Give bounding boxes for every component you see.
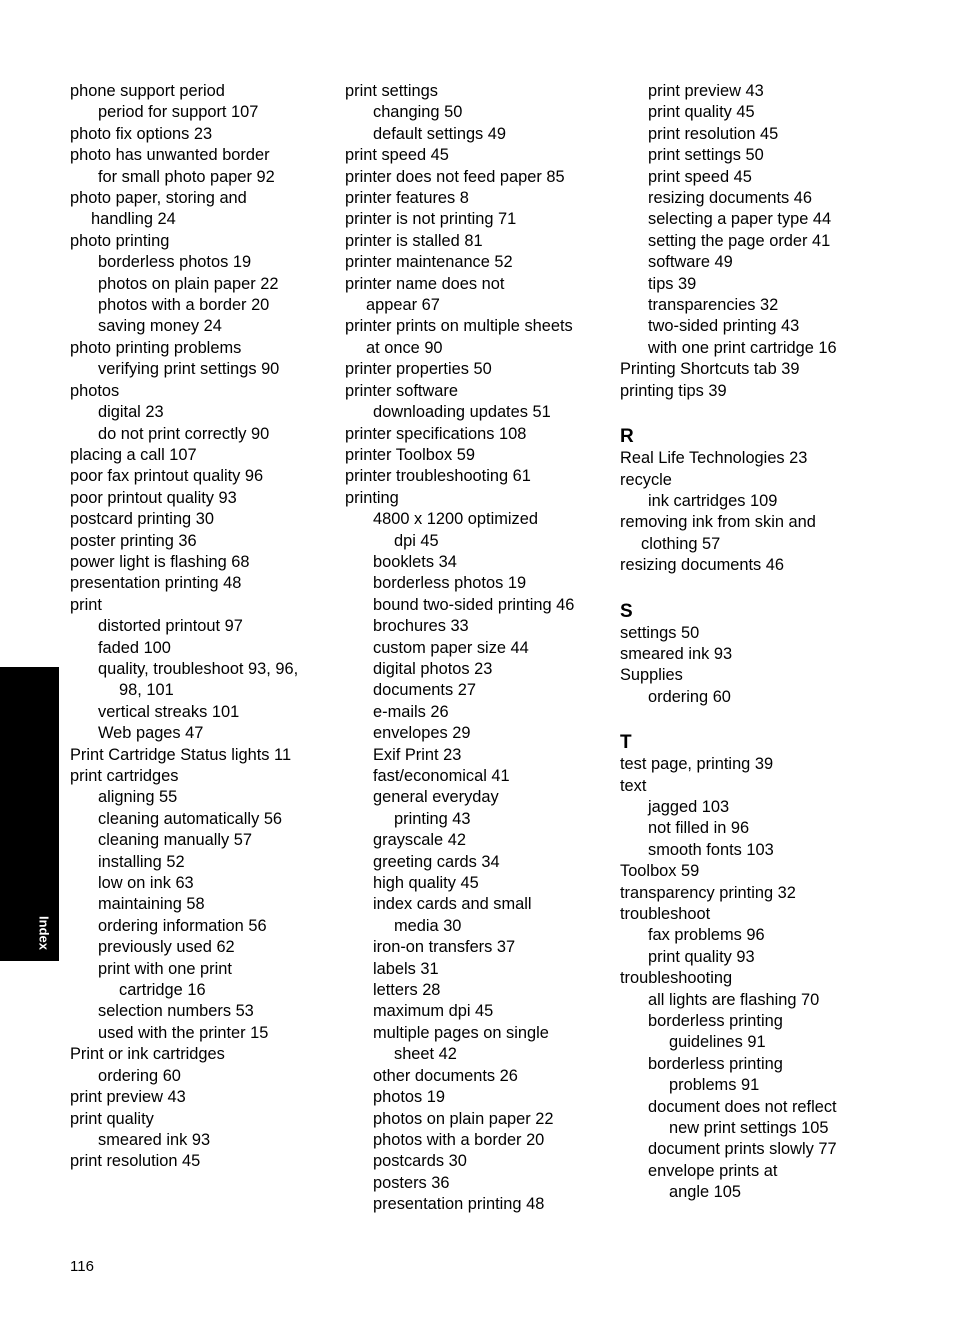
index-subentry: low on ink 63 — [98, 874, 194, 893]
index-subentry: presentation printing 48 — [373, 1195, 545, 1214]
index-entry-continuation: dpi 45 — [394, 531, 439, 550]
index-subentry: borderless printing — [648, 1054, 783, 1073]
index-subentry: vertical streaks 101 — [98, 702, 240, 721]
index-entry: printer maintenance 52 — [345, 253, 513, 272]
index-subentry: 4800 x 1200 optimized — [373, 510, 538, 529]
index-entry: print — [70, 595, 102, 614]
index-subentry: iron-on transfers 37 — [373, 938, 516, 957]
index-entry: printer features 8 — [345, 189, 469, 208]
index-subentry: faded 100 — [98, 638, 171, 657]
index-entry: Printing Shortcuts tab 39 — [620, 360, 800, 379]
index-subentry: quality, troubleshoot 93, 96, — [98, 659, 299, 678]
index-subentry: digital 23 — [98, 403, 164, 422]
index-subentry: cleaning automatically 56 — [98, 809, 283, 828]
index-entry: photo paper, storing and — [70, 189, 247, 208]
index-subentry: print quality 45 — [648, 103, 755, 122]
index-entry-continuation: media 30 — [394, 916, 462, 935]
index-subentry: postcards 30 — [373, 1152, 467, 1171]
index-subentry: posters 36 — [373, 1173, 450, 1192]
index-subentry: previously used 62 — [98, 938, 235, 957]
index-subentry: selecting a paper type 44 — [648, 210, 832, 229]
index-subentry: aligning 55 — [98, 788, 178, 807]
index-subentry: selection numbers 53 — [98, 1002, 254, 1021]
index-entry: printer is not printing 71 — [345, 210, 517, 229]
index-subentry: print preview 43 — [648, 82, 764, 100]
index-entry: photo has unwanted border — [70, 146, 270, 165]
index-subentry: brochures 33 — [373, 617, 469, 636]
index-subentry: borderless printing — [648, 1012, 783, 1031]
index-subentry: resizing documents 46 — [648, 189, 812, 208]
index-subentry: general everyday — [373, 788, 499, 807]
index-subentry: documents 27 — [373, 681, 476, 700]
index-subentry: distorted printout 97 — [98, 617, 243, 636]
index-subentry: high quality 45 — [373, 874, 479, 893]
index-subentry: do not print correctly 90 — [98, 424, 270, 443]
index-subentry: software 49 — [648, 253, 733, 272]
index-subentry: print speed 45 — [648, 167, 752, 186]
index-subentry: Exif Print 23 — [373, 745, 462, 764]
index-entry: printer prints on multiple sheets — [345, 317, 573, 336]
index-entry: Print or ink cartridges — [70, 1045, 225, 1064]
index-subentry: labels 31 — [373, 959, 439, 978]
index-subentry: installing 52 — [98, 852, 185, 871]
index-subentry: multiple pages on single — [373, 1023, 549, 1042]
index-subentry: grayscale 42 — [373, 831, 466, 850]
index-subentry: print quality 93 — [648, 947, 755, 966]
index-entry-continuation: angle 105 — [669, 1183, 742, 1202]
index-entry: presentation printing 48 — [70, 574, 242, 593]
index-entry-continuation: guidelines 91 — [669, 1033, 766, 1052]
index-entry: printer properties 50 — [345, 360, 492, 379]
index-subentry: greeting cards 34 — [373, 852, 500, 871]
index-entry-continuation: handling 24 — [91, 210, 176, 229]
index-entry: power light is flashing 68 — [70, 552, 250, 571]
index-entry-continuation: at once 90 — [366, 338, 443, 357]
index-entry: print preview 43 — [70, 1088, 186, 1107]
index-entry: phone support period — [70, 82, 225, 100]
index-subentry: all lights are flashing 70 — [648, 990, 820, 1009]
section-letter: S — [620, 600, 633, 622]
index-subentry: index cards and small — [373, 895, 532, 914]
index-subentry: jagged 103 — [648, 797, 730, 816]
index-entry: Real Life Technologies 23 — [620, 449, 808, 468]
index-subentry: period for support 107 — [98, 103, 259, 122]
index-entry: print speed 45 — [345, 146, 449, 165]
index-subentry: maintaining 58 — [98, 895, 205, 914]
index-subentry: photos with a border 20 — [373, 1130, 545, 1149]
index-subentry: photos 19 — [373, 1088, 445, 1107]
index-subentry: borderless photos 19 — [373, 574, 527, 593]
index-subentry: default settings 49 — [373, 124, 507, 143]
index-subentry: for small photo paper 92 — [98, 167, 275, 186]
index-subentry: custom paper size 44 — [373, 638, 529, 657]
index-entry: recycle — [620, 470, 672, 489]
index-subentry: cleaning manually 57 — [98, 831, 252, 850]
index-entry: settings 50 — [620, 623, 700, 642]
index-subentry: saving money 24 — [98, 317, 222, 336]
index-entry: Supplies — [620, 666, 683, 685]
page-number: 116 — [70, 1258, 94, 1275]
index-subentry: transparencies 32 — [648, 296, 779, 315]
index-entry-continuation: printing 43 — [394, 809, 471, 828]
section-letter: R — [620, 426, 634, 448]
index-entry: postcard printing 30 — [70, 510, 214, 529]
index-entry: poor printout quality 93 — [70, 488, 237, 507]
index-entry: printer name does not — [345, 274, 505, 293]
index-entry-continuation: sheet 42 — [394, 1045, 457, 1064]
index-entry-continuation: cartridge 16 — [119, 981, 206, 1000]
index-entry: poor fax printout quality 96 — [70, 467, 264, 486]
index-subentry: letters 28 — [373, 981, 441, 1000]
index-entry: Print Cartridge Status lights 11 — [70, 745, 292, 764]
index-entry: printing tips 39 — [620, 381, 727, 400]
index-entry: printer does not feed paper 85 — [345, 167, 565, 186]
index-subentry: envelope prints at — [648, 1161, 778, 1180]
index-subentry: changing 50 — [373, 103, 463, 122]
index-subentry: digital photos 23 — [373, 659, 493, 678]
index-subentry: smooth fonts 103 — [648, 840, 774, 859]
index-subentry: maximum dpi 45 — [373, 1002, 494, 1021]
section-letter: T — [620, 732, 632, 754]
index-subentry: not filled in 96 — [648, 819, 750, 838]
index-column-2 — [345, 81, 607, 1216]
index-subentry: photos with a border 20 — [98, 296, 270, 315]
index-entry: poster printing 36 — [70, 531, 197, 550]
index-entry: troubleshoot — [620, 905, 711, 923]
index-subentry: ordering information 56 — [98, 916, 267, 935]
index-subentry: print settings 50 — [648, 146, 764, 165]
index-subentry: fast/economical 41 — [373, 767, 510, 785]
index-entry: printer software — [345, 381, 458, 400]
index-subentry: downloading updates 51 — [373, 403, 551, 422]
index-subentry: e-mails 26 — [373, 702, 449, 721]
index-entry: printer specifications 108 — [345, 424, 527, 443]
index-subentry: setting the page order 41 — [648, 231, 831, 250]
index-subentry: document does not reflect — [648, 1097, 837, 1116]
index-subentry: bound two-sided printing 46 — [373, 595, 575, 614]
index-entry: placing a call 107 — [70, 445, 197, 464]
index-entry-continuation: clothing 57 — [641, 534, 721, 553]
index-entry-continuation: 98, 101 — [119, 681, 174, 700]
index-entry: test page, printing 39 — [620, 755, 774, 774]
index-subentry: Web pages 47 — [98, 724, 204, 743]
index-entry: troubleshooting — [620, 969, 733, 988]
index-subentry: ordering 60 — [648, 687, 731, 706]
index-entry: printer is stalled 81 — [345, 231, 483, 250]
index-entry: printer Toolbox 59 — [345, 445, 475, 464]
index-subentry: other documents 26 — [373, 1066, 518, 1085]
index-subentry: two-sided printing 43 — [648, 317, 800, 336]
index-entry: text — [620, 776, 647, 795]
index-subentry: ink cartridges 109 — [648, 491, 778, 510]
index-subentry: verifying print settings 90 — [98, 360, 280, 379]
index-subentry: document prints slowly 77 — [648, 1140, 837, 1159]
index-entry: transparency printing 32 — [620, 883, 796, 902]
index-entry: resizing documents 46 — [620, 556, 784, 575]
index-entry: smeared ink 93 — [620, 644, 733, 663]
index-subentry: tips 39 — [648, 274, 697, 293]
index-entry: photo printing — [70, 231, 170, 250]
index-entry: printing — [345, 488, 399, 507]
index-subentry: used with the printer 15 — [98, 1023, 269, 1042]
index-entry: photo fix options 23 — [70, 124, 213, 143]
index-entry: Toolbox 59 — [620, 862, 700, 881]
index-entry: print cartridges — [70, 767, 179, 785]
index-subentry: print with one print — [98, 959, 232, 978]
index-entry: print quality — [70, 1109, 154, 1128]
index-subentry: smeared ink 93 — [98, 1130, 211, 1149]
index-subentry: envelopes 29 — [373, 724, 471, 743]
index-column-3 — [620, 81, 882, 1204]
index-entry: photos — [70, 381, 120, 400]
index-subentry: with one print cartridge 16 — [648, 338, 837, 357]
index-entry-continuation: appear 67 — [366, 296, 440, 315]
index-entry: print settings — [345, 82, 438, 100]
side-tab-label: Index — [36, 916, 52, 950]
index-subentry: ordering 60 — [98, 1066, 181, 1085]
index-entry: print resolution 45 — [70, 1152, 201, 1171]
index-entry: removing ink from skin and — [620, 513, 816, 532]
index-subentry: print resolution 45 — [648, 124, 779, 143]
index-subentry: borderless photos 19 — [98, 253, 252, 272]
index-column-1 — [70, 81, 332, 1173]
index-entry-continuation: problems 91 — [669, 1076, 760, 1095]
index-entry: printer troubleshooting 61 — [345, 467, 531, 486]
index-entry-continuation: new print settings 105 — [669, 1119, 829, 1138]
index-subentry: photos on plain paper 22 — [373, 1109, 554, 1128]
index-subentry: booklets 34 — [373, 552, 457, 571]
index-subentry: photos on plain paper 22 — [98, 274, 279, 293]
index-entry: photo printing problems — [70, 338, 242, 357]
index-subentry: fax problems 96 — [648, 926, 765, 945]
